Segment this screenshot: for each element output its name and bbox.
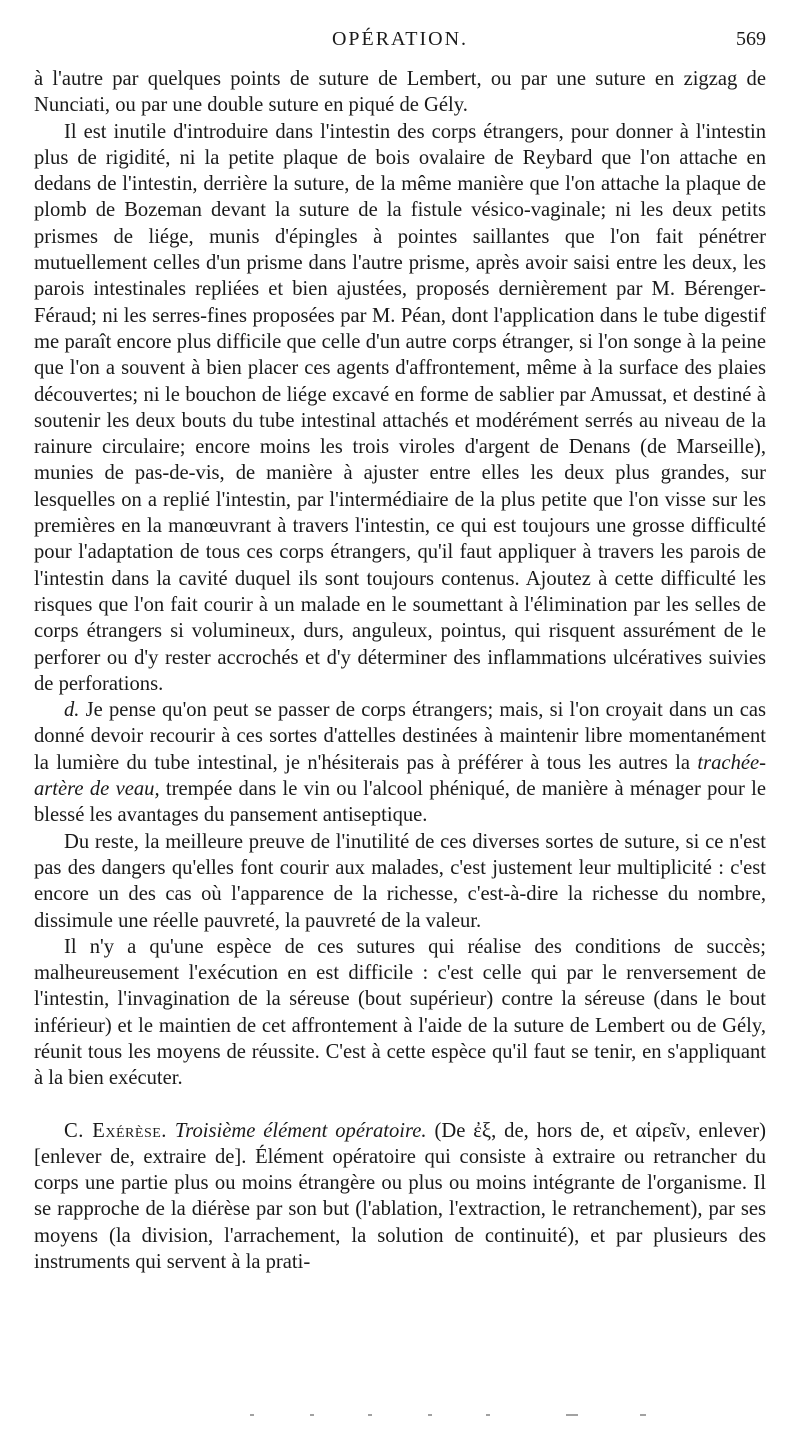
paragraph-text-after: trempée dans le vin ou l'alcool phéniqué, de manière à ménager pour le blessé les avantages du pansement antiseptique.: [34, 778, 766, 827]
paragraph-foreign-bodies: Il est inutile d'introduire dans l'intestin des corps étrangers, pour donner à l'intestin plus de rigidité, ni la petite plaque de bois ovalaire de Reybard que l'on attache en dedans de l'intestin, derrière la suture, de la même manière que l'on attache la plaque de plomb de Bozeman devant la suture de la fistule vésico-vaginale; ni les deux petits prismes de liége, munis d'épingles à pointes saillantes que l'on fait pénétrer mutuellement celles d'un prisme dans l'autre prisme, après avoir saisi entre les deux, les parois intestinales repliées et bien ajustées, proposés dernièrement par M. Bérenger-Féraud; ni les serres-fines proposées par M. Péan, dont l'application dans le tube digestif me paraît encore plus difficile que celle d'un autre corps étranger, si l'on songe à la peine que l'on a souvent à bien placer ces agents d'affrontement, même à la surface des plaies découvertes; ni le bouchon de liége excavé en forme de sablier par Amussat, et destiné à soutenir les deux bouts du tube intestinal attachés et modérément serrés au niveau de la rainure circulaire; encore moins les trois viroles d'argent de Denans (de Marseille), munies de pas-de-vis, de manière à ajuster entre elles les deux plus grandes, sur lesquelles on a replié l'intestin, par l'intermédiaire de la plus petite que l'on visse sur les premières en la manœuvrant à travers l'intestin, ce qui est toujours une grosse difficulté pour l'adaptation de tous ces corps étrangers, qu'il faut appliquer à travers les parois de l'intestin dans la cavité duquel ils sont toujours contenus. Ajoutez à cette difficulté les risques que l'on fait courir à un malade en le soumettant à l'élimination par les selles de corps étrangers si volumineux, durs, anguleux, pointus, qui risquent assurément de le perforer ou d'y rester accrochés et d'y déterminer des inflammations ulcératives suivies de perforations.: [34, 120, 766, 695]
paragraph-continuation: à l'autre par quelques points de suture de Lembert, ou par une suture en zigzag de Nunciati, ou par une double suture en piqué de Gély.: [34, 68, 766, 117]
print-mark: [486, 1414, 490, 1416]
page-number: 569: [736, 28, 766, 50]
paragraph-suture-success: Il n'y a qu'une espèce de ces sutures qui réalise des conditions de succès; malheureusement l'exécution en est difficile : c'est celle qui par le renversement de l'intestin, l'invagination de la séreuse (bout supérieur) contre la séreuse (dans le bout inférieur) et le maintien de cet affrontement à l'aide de la suture de Lembert ou de Gély, réunit tous les moyens de réussite. C'est à cette espèce qu'il faut se tenir, en s'appliquant à la bien exécuter.: [34, 935, 766, 1090]
footer-print-marks: [250, 1414, 650, 1420]
section-text: (De ἐξ, de, hors de, et αἱρεῖν, enlever) [enlever de, extraire de]. Élément opératoire qui consiste à extraire ou retrancher du corps une partie plus ou moins étrangère ou plus ou moins intégrante de l'organisme. Il se rapproche de la diérèse par son but (l'ablation, l'extraction, le retranchement), par ses moyens (la division, l'arrachement, la solution de continuité), et par plusieurs des instruments qui servent à la prati-: [34, 1119, 767, 1274]
paragraph-label: d.: [64, 699, 80, 722]
print-mark: [428, 1414, 432, 1416]
print-mark: [250, 1414, 254, 1416]
running-head: [34, 28, 766, 58]
print-mark: [368, 1414, 372, 1416]
running-title: OPÉRATION.: [331, 28, 469, 50]
section-label: C. Exérèse.: [64, 1119, 167, 1142]
print-mark: [566, 1414, 578, 1416]
section-title: Troisième élément opératoire.: [174, 1119, 427, 1142]
paragraph-text-before: Je pense qu'on peut se passer de corps étrangers; mais, si l'on croyait dans un cas donné devoir recourir à ces sortes d'attelles destinées à maintenir libre momentanément la lumière du tube intestinal, je n'hésiterais pas à préférer à tous les autres la: [34, 699, 766, 774]
paragraph-exerese: [34, 1118, 766, 1276]
emphasis-term: trachée-artère de veau,: [34, 751, 766, 801]
body-text: [34, 66, 766, 1275]
paragraph-du-reste: Du reste, la meilleure preuve de l'inutilité de ces diverses sortes de suture, si ce n'est pas des dangers qu'elles font courir aux malades, c'est justement leur multiplicité : c'est encore un des cas où l'apparence de la richesse, c'est-à-dire la richesse du nombre, dissimule une réelle pauvreté, la pauvreté de la valeur.: [34, 830, 766, 932]
paragraph-d: [34, 697, 766, 828]
print-mark: [640, 1414, 646, 1416]
section-spacer: [34, 1092, 766, 1118]
print-mark: [310, 1414, 314, 1416]
